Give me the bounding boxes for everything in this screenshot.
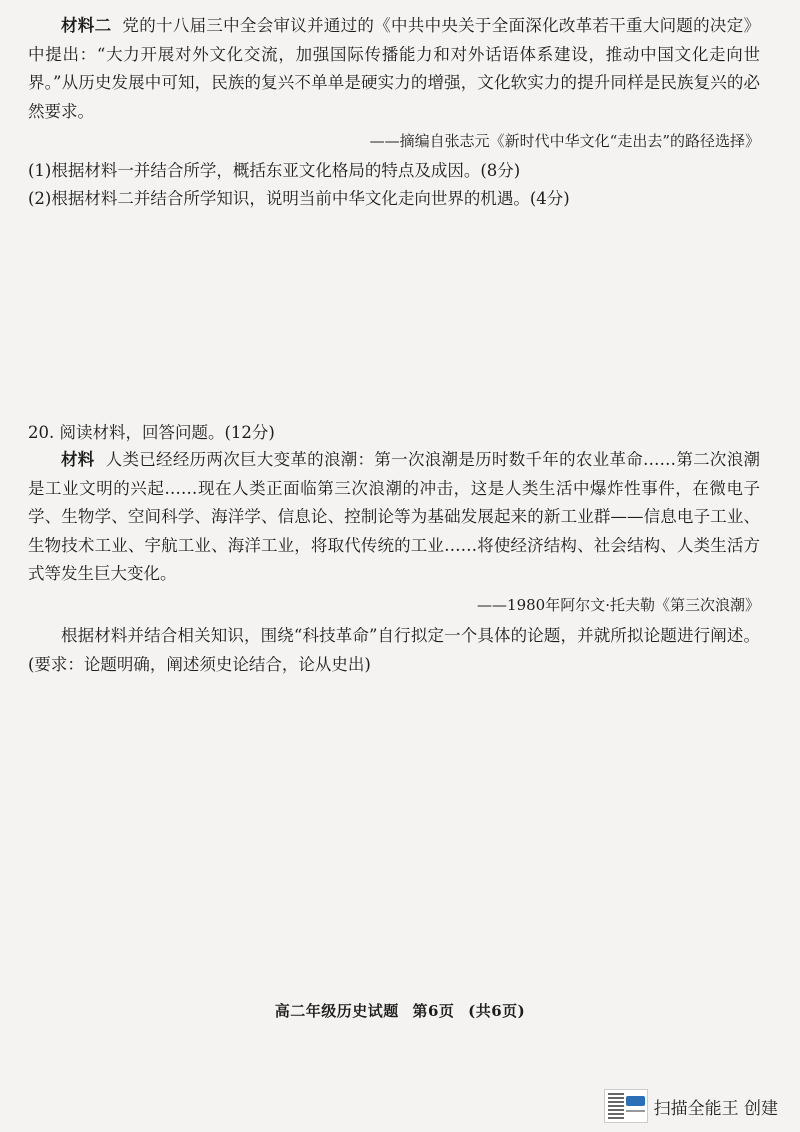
- watermark-text: 扫描全能王 创建: [653, 1098, 778, 1119]
- footer-page: 第6页: [412, 1002, 455, 1020]
- question-19-2: (2)根据材料二并结合所学知识，说明当前中华文化走向世界的机遇。(4分): [28, 189, 570, 208]
- material-two-label: 材料二: [61, 16, 112, 35]
- material-two-source: ——摘编自张志元《新时代中华文化“走出去”的路径选择》: [369, 132, 760, 150]
- question-20-material-text: 人类已经经历两次巨大变革的浪潮：第一次浪潮是历时数千年的农业革命……第二次浪潮是工业文明的兴起……现在人类正面临第三次浪潮的冲击，这是人类生活中爆炸性事件，在微电子学、生物学、空间科学、海洋学、信息论、控制论等为基础发展起来的新工业群——信息电子工业、生物技术工业、宇航工业、海洋工业，将取代传统的工业……将使经济结构、社会结构、人类生活方式等发生巨大变化。: [28, 450, 761, 584]
- footer-total: (共6页): [468, 1002, 526, 1020]
- footer-title: 高二年级历史试题: [274, 1002, 399, 1020]
- question-20-material: [28, 446, 760, 589]
- page-footer: [0, 1000, 800, 1021]
- scanner-watermark: [604, 1086, 778, 1126]
- camscanner-logo-icon: [604, 1089, 648, 1123]
- question-20-title: 20. 阅读材料，回答问题。(12分): [28, 423, 275, 442]
- question-19-1: (1)根据材料一并结合所学，概括东亚文化格局的特点及成因。(8分): [28, 161, 521, 180]
- question-20-source: ——1980年阿尔文·托夫勒《第三次浪潮》: [477, 596, 760, 614]
- question-20-prompt: 根据材料并结合相关知识，围绕“科技革命”自行拟定一个具体的论题，并就所拟论题进行阐述。(要求：论题明确，阐述须史论结合，论从史出): [28, 626, 760, 674]
- question-20-material-label: 材料: [61, 450, 95, 469]
- material-two-text: 党的十八届三中全会审议并通过的《中共中央关于全面深化改革若干重大问题的决定》中提出：“大力开展对外文化交流，加强国际传播能力和对外话语体系建设，推动中国文化走向世界。”从历史发展中可知，民族的复兴不单单是硬实力的增强，文化软实力的提升同样是民族复兴的必然要求。: [28, 16, 760, 121]
- material-two-paragraph: [28, 12, 760, 126]
